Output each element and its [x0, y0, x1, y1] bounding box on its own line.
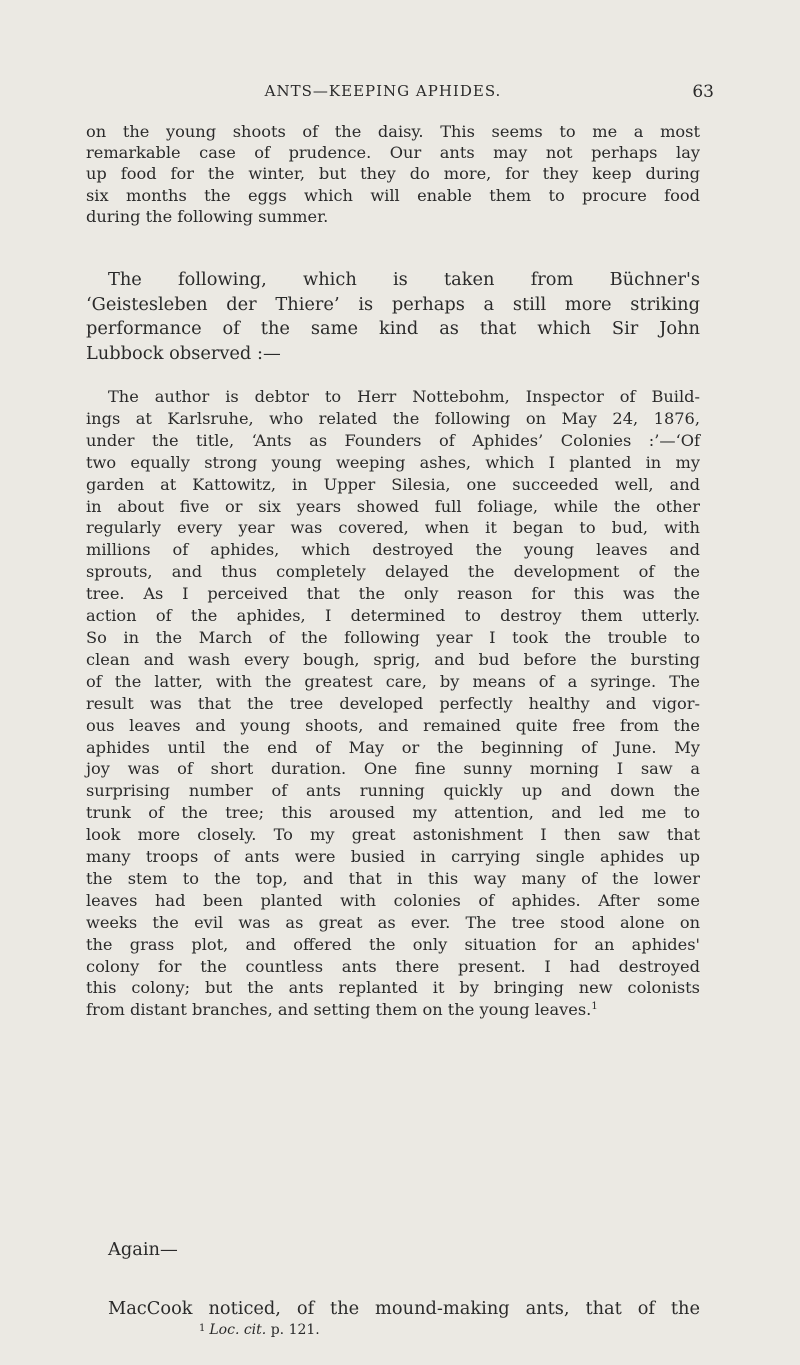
text-line: clean and wash every bough, sprig, and bud before the bursting: [86, 649, 700, 669]
footnote: [199, 1321, 320, 1341]
text-line: ings at Karlsruhe, who related the following on May 24, 1876,: [86, 408, 700, 428]
footnote-page: p. 121.: [266, 1322, 320, 1338]
text-line: ous leaves and young shoots, and remained quite free from the: [86, 715, 700, 735]
text-line: regularly every year was covered, when it began to bud, with: [86, 518, 700, 538]
text-line: six months the eggs which will enable them to procure food: [86, 185, 700, 205]
text-line: tree. As I perceived that the only reason for this was the: [86, 584, 700, 604]
text-line: in about five or six years showed full foliage, while the other: [86, 496, 700, 516]
footnote-reference: 1: [591, 1001, 598, 1013]
text-line: action of the aphides, I determined to destroy them utterly.: [86, 606, 700, 626]
text-line: garden at Kattowitz, in Upper Silesia, one succeeded well, and: [86, 474, 700, 494]
text-line: colony for the countless ants there present. I had destroyed: [86, 956, 700, 976]
text-line: surprising number of ants running quickly up and down the: [86, 781, 700, 801]
paragraph-again: [86, 1238, 700, 1262]
running-header: ANTS—KEEPING APHIDES.: [264, 82, 502, 100]
text-line: remarkable case of prudence. Our ants may not perhaps lay: [86, 143, 700, 163]
paragraph-maccook: [86, 1297, 700, 1321]
text-line: So in the March of the following year I took the trouble to: [86, 627, 700, 647]
text-line: during the following summer.: [86, 206, 329, 226]
footnote-citation: Loc. cit.: [209, 1322, 267, 1338]
text-line: the grass plot, and offered the only situation for an aphides': [86, 934, 700, 954]
text-line: The author is debtor to Herr Nottebohm, Inspector of Build-: [108, 387, 700, 406]
text-line: this colony; but the ants replanted it by bringing new colonists: [86, 978, 700, 998]
text-line: trunk of the tree; this aroused my attention, and led me to: [86, 803, 700, 823]
footnote-number: 1: [199, 1323, 206, 1334]
text-line: aphides until the end of May or the beginning of June. My: [86, 737, 700, 757]
text-line: weeks the evil was as great as ever. The tree stood alone on: [86, 912, 700, 932]
page-number: 63: [692, 82, 714, 102]
quote-last-text: from distant branches, and setting them on the young leaves.: [86, 1000, 592, 1020]
text-line: many troops of ants were busied in carrying single aphides up: [86, 847, 700, 867]
text-line: sprouts, and thus completely delayed the development of the: [86, 562, 700, 582]
text-line: on the young shoots of the daisy. This seems to me a most: [86, 122, 700, 141]
text-line: two equally strong young weeping ashes, which I planted in my: [86, 452, 700, 472]
text-line: of the latter, with the greatest care, by means of a syringe. The: [86, 671, 700, 691]
paragraph-buchner: [86, 268, 700, 366]
text-line: look more closely. To my great astonishment I then saw that: [86, 825, 700, 845]
text-line: Again—: [108, 1239, 178, 1260]
text-line: [86, 999, 700, 1021]
text-line: result was that the tree developed perfectly healthy and vigor-: [86, 693, 700, 713]
block-quote: [86, 386, 700, 1021]
text-line: ‘Geistesleben der Thiere’ is perhaps a still more striking: [86, 293, 700, 315]
text-line: millions of aphides, which destroyed the young leaves and: [86, 540, 700, 560]
text-line: Lubbock observed :—: [86, 342, 281, 364]
paragraph-intro: [86, 121, 700, 227]
text-line: performance of the same kind as that which Sir John: [86, 318, 700, 340]
text-line: under the title, ‘Ants as Founders of Aphides’ Colonies :’—‘Of: [86, 430, 700, 450]
text-line: up food for the winter, but they do more, for they keep during: [86, 164, 700, 184]
text-line: MacCook noticed, of the mound-making ants, that of the: [108, 1298, 700, 1319]
text-line: the stem to the top, and that in this way many of the lower: [86, 868, 700, 888]
text-line: leaves had been planted with colonies of aphides. After some: [86, 890, 700, 910]
text-line: The following, which is taken from Büchner's: [108, 269, 700, 290]
text-line: joy was of short duration. One fine sunny morning I saw a: [86, 759, 700, 779]
